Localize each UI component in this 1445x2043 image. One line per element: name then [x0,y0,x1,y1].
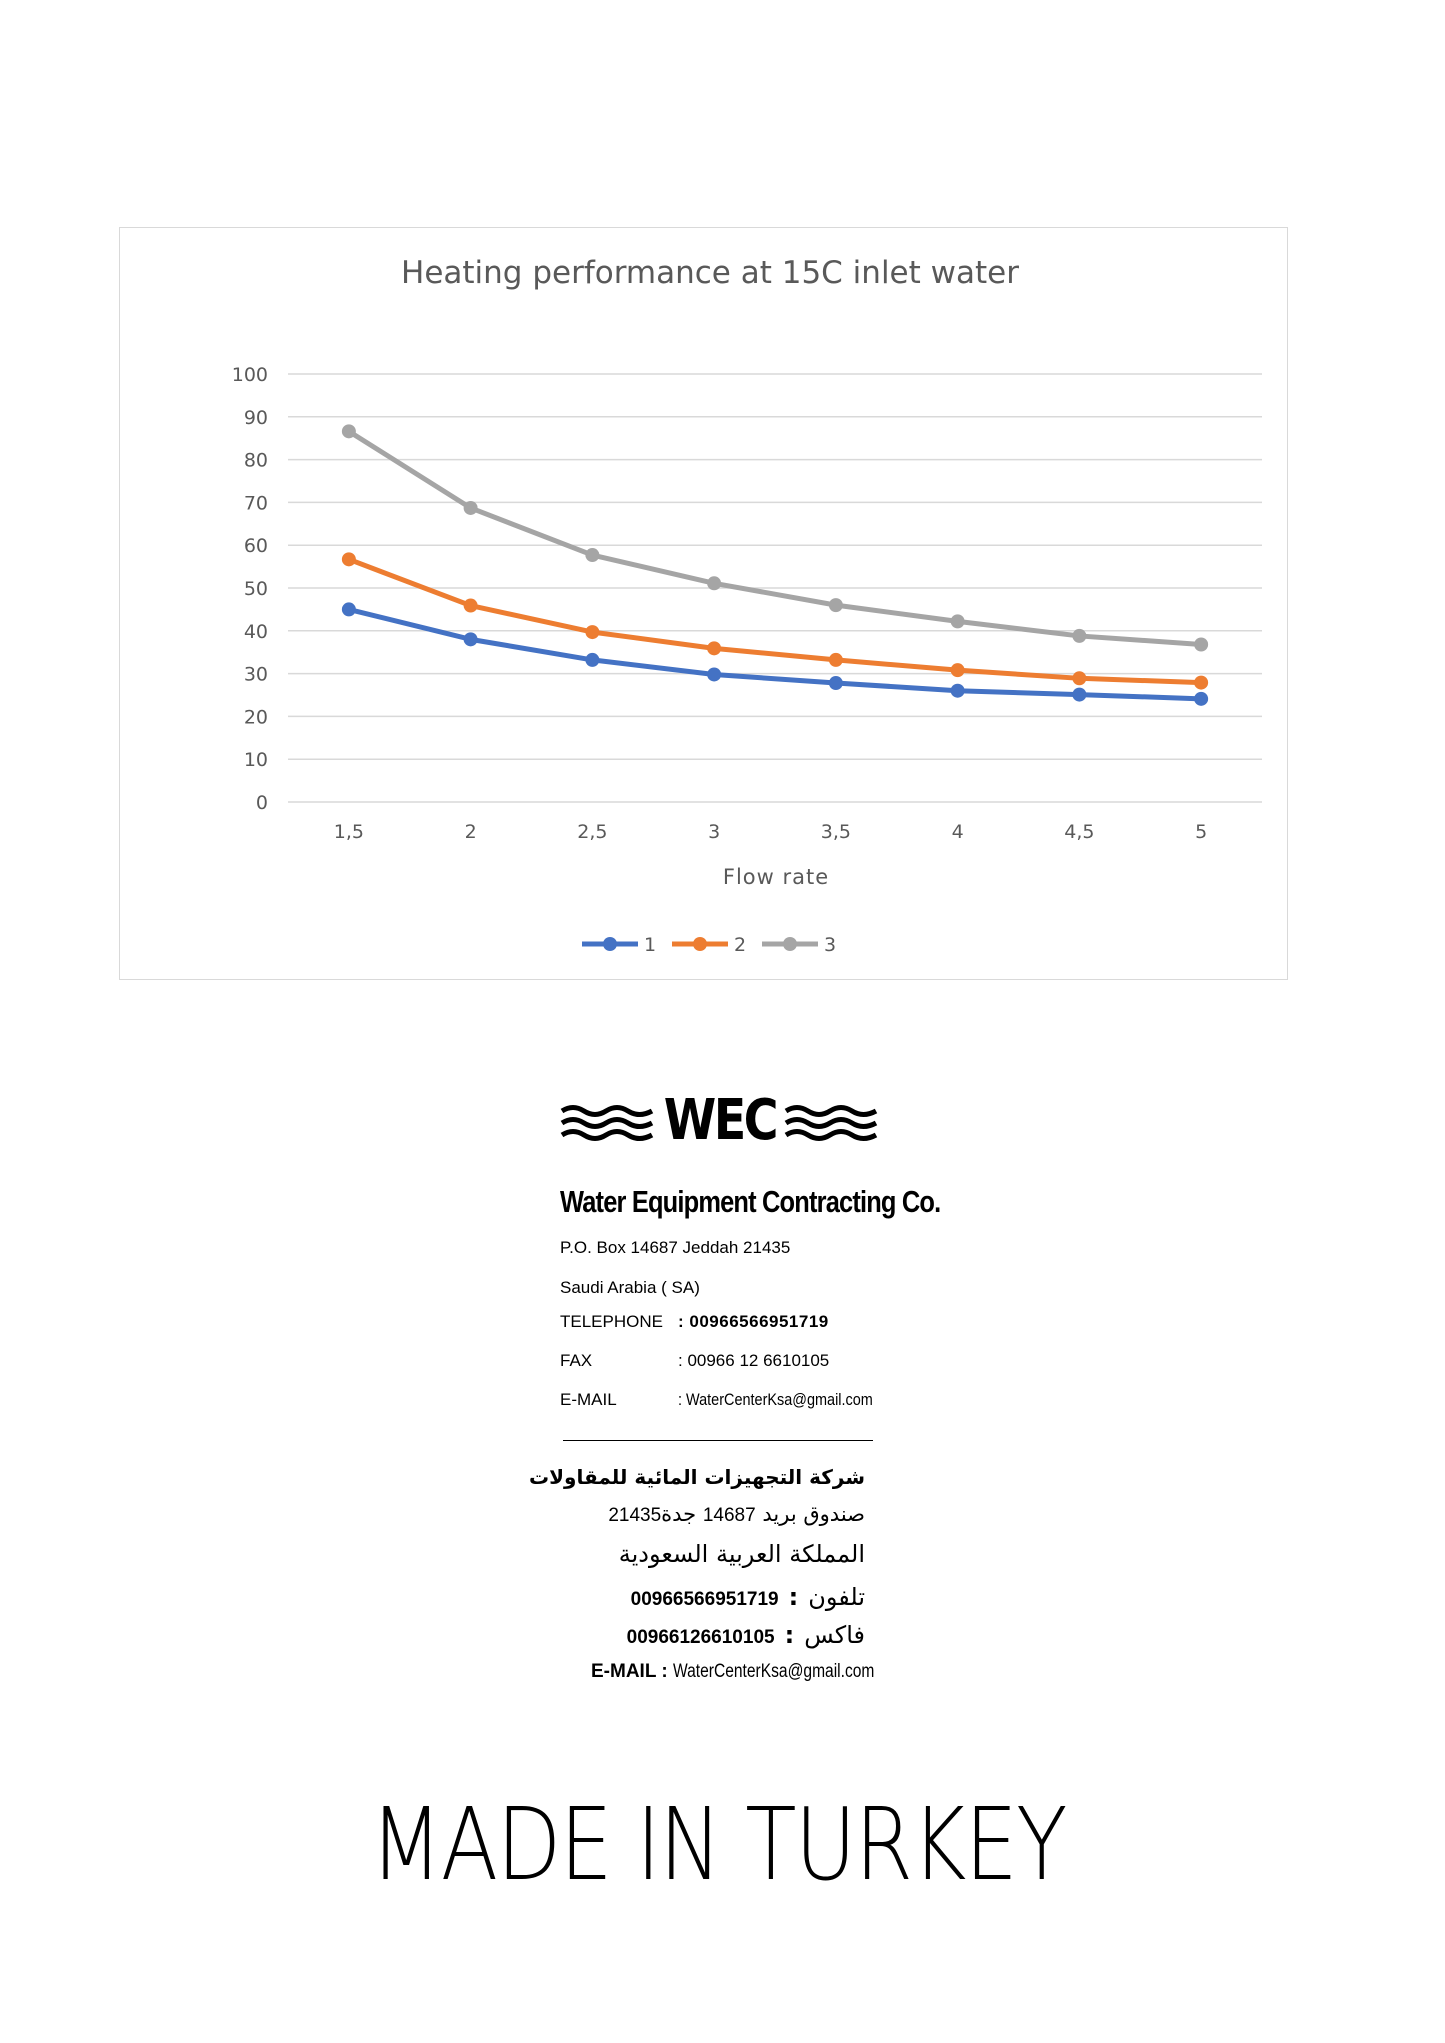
y-tick-label: 80 [243,449,268,472]
data-point [951,684,965,698]
data-point [707,641,721,655]
data-point [342,424,356,438]
legend-marker [783,937,797,951]
y-tick-label: 90 [243,406,268,429]
gridlines [288,374,1262,802]
x-tick-label: 1,5 [333,821,364,843]
chart-legend [582,934,836,956]
x-axis-label: Flow rate [722,865,830,889]
data-point [1194,692,1208,706]
arabic-email-label: E-MAIL : [591,1661,668,1682]
wave-lines-icon [560,1103,654,1143]
wec-logo [560,1088,878,1153]
wave-lines-icon [784,1103,878,1143]
chart-frame [119,227,1288,980]
data-point [585,548,599,562]
telephone-row [560,1312,829,1332]
email-value[interactable]: : WaterCenterKsa@gmail.com [678,1390,873,1409]
divider-line [563,1440,873,1441]
po-box: P.O. Box 14687 Jeddah 21435 [560,1238,791,1257]
data-point [1194,676,1208,690]
arabic-po-box [608,1502,865,1527]
data-point [829,676,843,690]
data-point [464,501,478,515]
series-line-3 [349,431,1201,644]
arabic-country: المملكة العربية السعودية [618,1540,865,1568]
arabic-box-number: 14687 [702,1505,756,1526]
arabic-city-code: 21435 [608,1505,662,1526]
legend-marker [693,937,707,951]
company-name: Water Equipment Contracting Co. [560,1184,941,1219]
fax-value: : 00966 12 6610105 [678,1351,830,1370]
data-point [707,576,721,590]
data-point [342,552,356,566]
arabic-fax-row [627,1621,865,1649]
email-label: E-MAIL [560,1390,617,1409]
data-point [585,653,599,667]
arabic-fax-label: فاكس [804,1621,865,1649]
x-tick-label: 5 [1195,821,1208,843]
x-tick-label: 2,5 [577,821,608,843]
x-tick-label: 3 [708,821,721,843]
arabic-box-text: صندوق بريد [762,1502,865,1526]
arabic-city: جدة [661,1502,697,1526]
email-row [560,1390,907,1410]
data-point [1072,671,1086,685]
arabic-fax-value: 00966126610105 [626,1627,775,1648]
data-point [1072,629,1086,643]
heating-performance-chart [120,228,1289,981]
arabic-phone-row [631,1583,865,1611]
data-point [342,602,356,616]
legend-label: 3 [824,934,837,956]
data-point [1072,688,1086,702]
data-point [707,667,721,681]
x-tick-label: 4 [951,821,964,843]
series-line-2 [349,559,1201,682]
telephone-value: : 00966566951719 [678,1312,829,1331]
arabic-email-value[interactable]: WaterCenterKsa@gmail.com [672,1661,875,1682]
arabic-phone-value: 00966566951719 [630,1589,779,1610]
data-point [464,599,478,613]
country: Saudi Arabia ( SA) [560,1278,700,1297]
arabic-company-name: شركة التجهيزات المائية للمقاولات [529,1465,865,1489]
y-axis-ticks [232,364,268,814]
data-point [585,625,599,639]
chart-title: Heating performance at 15C inlet water [401,255,1019,291]
logo-text: WEC [663,1088,777,1153]
legend-label: 2 [734,934,747,956]
y-tick-label: 10 [243,749,268,772]
y-tick-label: 100 [231,364,268,386]
y-tick-label: 50 [243,578,268,600]
arabic-fax-colon: : [784,1621,795,1649]
x-tick-label: 4,5 [1064,821,1095,843]
series-lines [342,424,1208,706]
data-point [951,663,965,677]
arabic-phone-colon: : [788,1583,799,1611]
x-axis-ticks [334,821,1207,843]
data-point [951,614,965,628]
y-tick-label: 0 [255,792,268,814]
y-tick-label: 20 [243,706,268,729]
x-tick-label: 3,5 [820,821,851,843]
arabic-phone-label: تلفون [808,1583,865,1611]
arabic-email-row [591,1661,919,1683]
y-tick-label: 40 [243,620,268,643]
legend-marker [603,937,617,951]
fax-label: FAX [560,1351,593,1370]
telephone-label: TELEPHONE [560,1312,663,1331]
y-tick-label: 30 [243,663,268,686]
y-tick-label: 60 [243,535,268,558]
data-point [464,632,478,646]
data-point [1194,637,1208,651]
made-in-turkey: MADE IN TURKEY [370,1786,1066,1903]
data-point [829,653,843,667]
data-point [829,598,843,612]
legend-label: 1 [644,934,657,956]
y-tick-label: 70 [243,492,268,515]
fax-row [560,1351,829,1371]
x-tick-label: 2 [464,821,477,843]
